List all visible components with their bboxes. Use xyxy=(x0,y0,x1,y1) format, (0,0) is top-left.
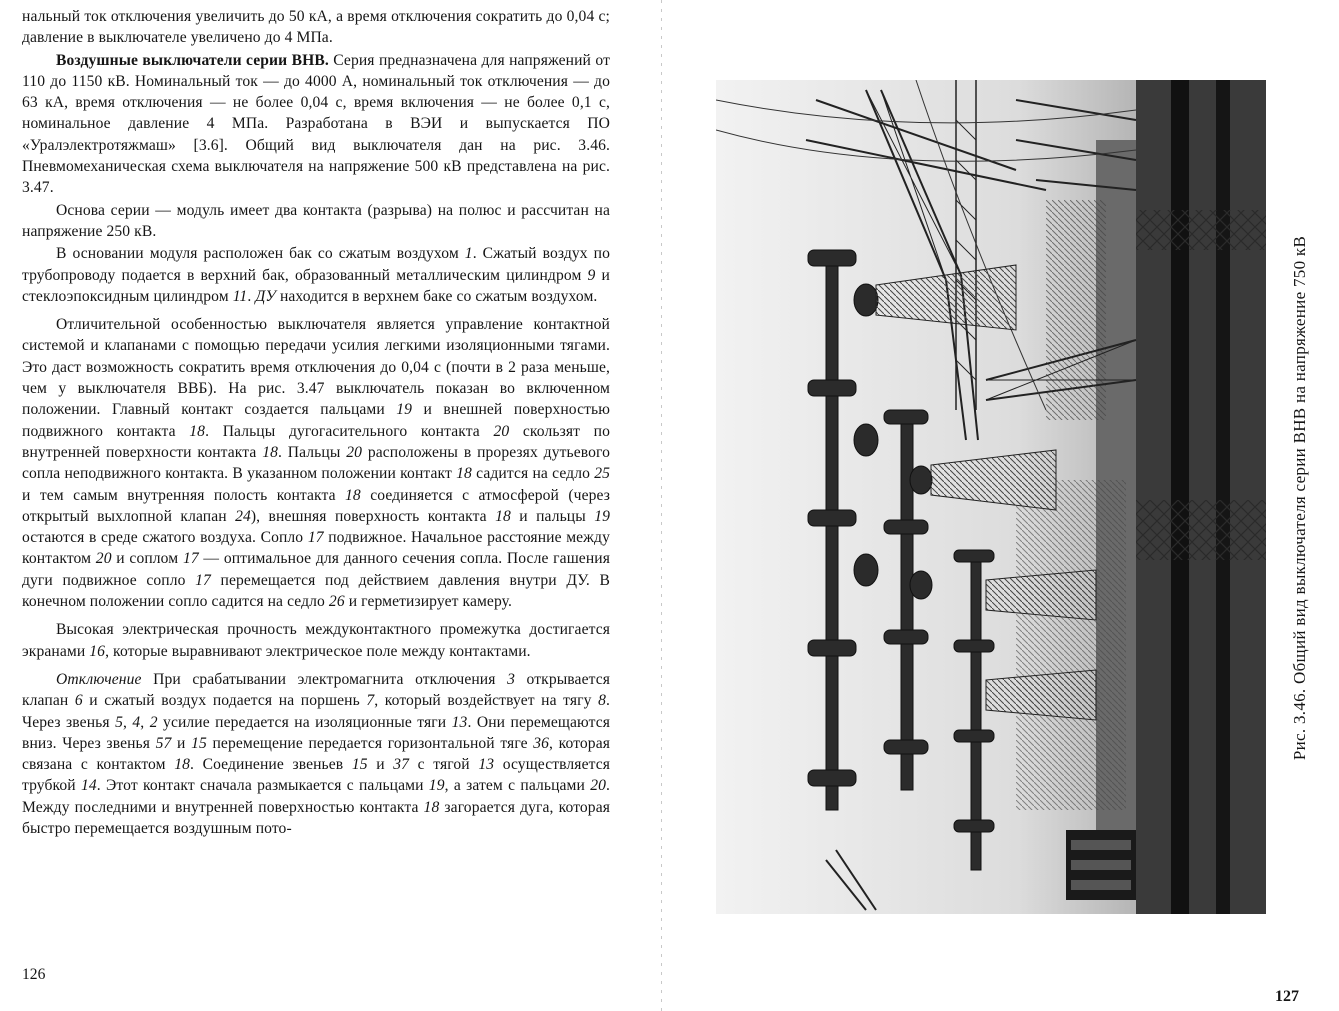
italic-ref: 14 xyxy=(81,777,97,795)
text-run: , а затем с пальцами xyxy=(444,777,591,795)
text-run: , xyxy=(140,713,150,731)
text-run: . Пальцы xyxy=(277,443,347,461)
text-run: осуществляется трубкой xyxy=(22,756,610,795)
text-run: подвижное. Начальное расстояние между контактом xyxy=(22,529,610,568)
italic-ref: 17 xyxy=(307,529,324,547)
text-run: загорается дуга, которая быстро перемещается воздушным пото- xyxy=(22,798,610,837)
text-run: перемещение передается горизонтальной тяге xyxy=(206,734,534,752)
paragraph xyxy=(22,200,610,243)
paragraph xyxy=(22,669,610,839)
body-text xyxy=(22,6,610,840)
text-run: открывается клапан xyxy=(22,670,610,710)
paragraph xyxy=(22,619,610,662)
italic-ref: 20 xyxy=(95,550,112,568)
text-run: , который воздействует на тягу xyxy=(374,692,599,710)
italic-ref: 36 xyxy=(533,734,550,752)
italic-ref: 6 xyxy=(74,692,83,710)
text-run: ), внешняя поверхность контакта xyxy=(250,507,496,525)
text-run: скользят по внутренней поверхности контакта xyxy=(22,422,610,461)
text-run: расположены в прорезях дутьевого сопла неподвижного контакта. В указанном положении контакт xyxy=(22,443,610,483)
text-run: нальный ток отключения увеличить до 50 кА, а время отключения сократить до 0,04 с; давление в выключателе увеличено до 4 МПа. xyxy=(22,8,610,47)
text-run: , xyxy=(122,713,133,731)
italic-ref: 18 xyxy=(495,507,511,525)
italic-ref: Отключение xyxy=(56,670,142,688)
text-run: и стеклоэпоксидным цилиндром xyxy=(22,266,610,305)
italic-ref: 2 xyxy=(149,713,158,731)
italic-ref: 13 xyxy=(451,713,468,731)
text-run: усилие передается на изоляционные тяги xyxy=(157,713,452,731)
text-run: . Они перемещаются вниз. Через звенья xyxy=(22,713,610,752)
italic-ref: ДУ xyxy=(255,287,276,305)
italic-ref: 4 xyxy=(132,713,141,731)
text-run: . xyxy=(247,287,256,305)
figure-photo xyxy=(716,80,1266,914)
italic-ref: 3 xyxy=(507,670,515,688)
italic-ref: 26 xyxy=(328,593,345,611)
italic-ref: 19 xyxy=(396,401,413,419)
text-run: При срабатывании электромагнита отключения xyxy=(141,670,508,688)
italic-ref: 17 xyxy=(182,550,199,568)
text-run: и xyxy=(367,756,394,774)
italic-ref: 20 xyxy=(346,443,363,461)
text-run: , которые выравнивают электрическое поле между контактами. xyxy=(105,642,531,660)
text-run: Основа серии — модуль имеет два контакта (разрыва) на полюс и рассчитан на напряжение 250 кВ. xyxy=(22,201,610,240)
italic-ref: 25 xyxy=(594,465,610,483)
text-run: и герметизирует камеру. xyxy=(344,593,512,611)
italic-ref: 15 xyxy=(351,756,368,774)
paragraph xyxy=(22,243,610,307)
italic-ref: 18 xyxy=(174,756,190,774)
italic-ref: 18 xyxy=(345,486,361,504)
text-run: — оптимальное для данного сечения сопла. После гашения дуги подвижное сопло xyxy=(22,550,610,589)
italic-ref: 57 xyxy=(155,734,172,752)
bold-heading: Воздушные выключатели серии ВНВ. xyxy=(56,51,329,69)
text-run: и тем самым внутренняя полость контакта xyxy=(22,486,346,504)
right-page: Рис. 3.46. Общий вид выключателя серии ВНВ на напряжение 750 кВ 127 xyxy=(660,0,1339,1011)
italic-ref: 24 xyxy=(235,507,251,525)
text-run: остаются в среде сжатого воздуха. Сопло xyxy=(22,529,308,547)
text-run: и пальцы xyxy=(510,507,595,525)
italic-ref: 1 xyxy=(464,245,473,263)
italic-ref: 19 xyxy=(594,507,610,525)
text-run: . Между последними и внутренней поверхностью контакта xyxy=(22,777,611,816)
italic-ref: 8 xyxy=(598,692,606,710)
italic-ref: 5 xyxy=(115,713,123,731)
page-fold xyxy=(661,0,662,1011)
italic-ref: 18 xyxy=(456,465,472,483)
left-page xyxy=(0,0,660,1011)
italic-ref: 11 xyxy=(232,287,248,305)
text-run: . Пальцы дугогасительного контакта xyxy=(205,422,494,440)
italic-ref: 18 xyxy=(189,422,206,440)
italic-ref: 9 xyxy=(587,266,596,284)
text-run: соединяется с атмосферой (через открытый выхлопной клапан xyxy=(22,486,610,525)
text-run: садится на седло xyxy=(471,465,595,483)
italic-ref: 17 xyxy=(195,571,211,589)
circuit-breaker-photo xyxy=(716,80,1266,914)
page-number: 127 xyxy=(1275,988,1299,1005)
italic-ref: 19 xyxy=(428,777,445,795)
italic-ref: 7 xyxy=(366,692,375,710)
italic-ref: 37 xyxy=(393,756,410,774)
text-run: . Соединение звеньев xyxy=(190,756,352,774)
text-run: Отличительной особенностью выключателя является управление контактной системой и клапанами с помощью передачи усилия легкими изоляционными тягами. Это даст возможность сократить время отключения до 0,04 с (почти в 2 раза меньше, чем у выключателя ВВБ). На рис. 3.47 выключатель показан во включенном положении. Главный контакт создается пальцами xyxy=(22,316,610,419)
text-run: , которая связана с контактом xyxy=(22,734,611,774)
text-run: В основании модуля расположен бак со сжатым воздухом xyxy=(56,245,465,263)
text-run: и соплом xyxy=(111,550,183,568)
text-run: . Этот контакт сначала размыкается с пальцами xyxy=(96,777,429,795)
text-run: Серия предназначена для напряжений от 110 до 1150 кВ. Номинальный ток — до 4000 А, номинальный ток отключения — до 63 кА, время отключения — не более 0,04 с, время включения — не более 0,1 с, номинальное давление 4 МПа. Разработана в ВЭИ и выпускается ПО «Уралэлектротяжмаш» [3.6]. Общий вид выключателя дан на рис. 3.46. Пневмомеханическая схема выключателя на напряжение 500 кВ представлена на рис. 3.47. xyxy=(22,51,610,197)
text-run: и сжатый воздух подается на поршень xyxy=(82,692,367,710)
text-run: находится в верхнем баке со сжатым воздухом. xyxy=(275,287,598,305)
italic-ref: 13 xyxy=(478,756,495,774)
italic-ref: 18 xyxy=(262,443,278,461)
paragraph xyxy=(22,6,610,49)
text-run: Высокая электрическая прочность междуконтактного промежутка достигается экранами xyxy=(22,621,610,660)
text-run: . Через звенья xyxy=(22,692,610,731)
paragraph xyxy=(22,50,610,199)
italic-ref: 15 xyxy=(191,734,207,752)
page-number: 126 xyxy=(22,966,46,983)
text-run: и xyxy=(171,734,192,752)
text-run: . Сжатый воздух по трубопроводу подается в верхний бак, образованный металлическим цилиндром xyxy=(22,245,610,284)
italic-ref: 20 xyxy=(590,777,607,795)
italic-ref: 18 xyxy=(423,798,440,816)
text-run: с тягой xyxy=(409,756,479,774)
text-run: и внешней поверхностью подвижного контакта xyxy=(22,401,610,440)
text-run: перемещается под действием давления внутри ДУ. В конечном положении сопло садится на седло xyxy=(22,571,610,611)
paragraph xyxy=(22,314,610,612)
italic-ref: 16 xyxy=(89,642,106,660)
italic-ref: 20 xyxy=(493,422,510,440)
